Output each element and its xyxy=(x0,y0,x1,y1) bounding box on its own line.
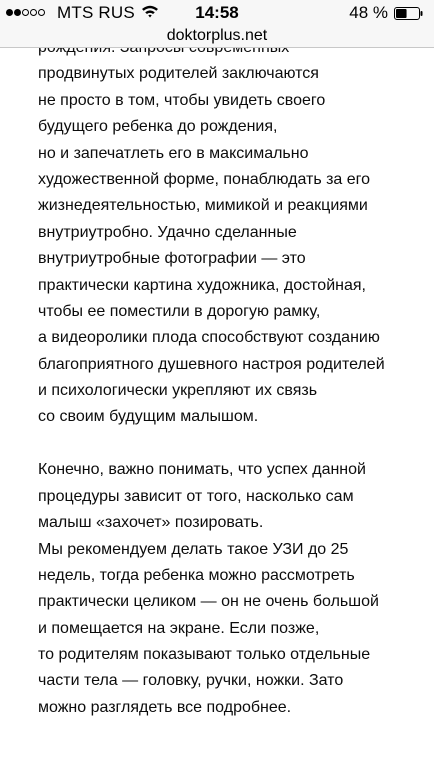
battery-icon xyxy=(394,7,423,20)
text-line: практически целиком — он не очень большой xyxy=(38,593,379,611)
clock: 14:58 xyxy=(195,3,239,22)
text-line: и помещается на экране. Если позже, xyxy=(38,619,320,637)
text-line: художественной форме, понаблюдать за его xyxy=(38,170,371,188)
text-line: жизнедеятельностью, мимикой и реакциями xyxy=(38,197,368,215)
text-line: внутриутробные фотографии — это xyxy=(38,250,306,268)
text-line: но и запечатлеть его в максимально xyxy=(38,144,309,162)
text-line: будущего ребенка до рождения, xyxy=(38,118,278,136)
battery-percentage: 48 % xyxy=(349,3,388,22)
text-line: внутриутробно. Удачно сделанные xyxy=(38,223,297,241)
article-paragraph xyxy=(38,457,428,721)
article-body xyxy=(38,48,428,721)
status-bar xyxy=(0,0,434,24)
text-line: части тела — головку, ручки, ножки. Зато xyxy=(38,672,344,690)
carrier-name: MTS RUS xyxy=(57,3,135,22)
paragraph-gap xyxy=(38,431,428,458)
address-bar[interactable] xyxy=(0,26,434,46)
text-line: а видеоролики плода способствуют созданию xyxy=(38,329,380,347)
text-line: то родителям показывают только отдельные xyxy=(38,646,371,664)
text-line: можно разглядеть все подробнее. xyxy=(38,698,292,716)
text-line: не просто в том, чтобы увидеть своего xyxy=(38,91,326,109)
text-line: Мы рекомендуем делать такое УЗИ до 25 xyxy=(38,540,349,558)
text-line: практически картина художника, достойная, xyxy=(38,276,366,294)
text-line: процедуры зависит от того, насколько сам xyxy=(38,487,354,505)
text-line: со своим будущим малышом. xyxy=(38,408,259,426)
browser-header xyxy=(0,0,434,48)
text-line: и психологически укрепляют их связь xyxy=(38,382,318,400)
article-paragraph xyxy=(38,35,428,431)
text-line: благоприятного душевного настроя родителей xyxy=(38,355,385,373)
text-line: продвинутых родителей заключаются xyxy=(38,65,319,83)
battery-fill xyxy=(396,9,407,18)
text-line: чтобы ее поместили в дорогую рамку, xyxy=(38,302,321,320)
url-text: doktorplus.net xyxy=(166,27,268,44)
text-line: недель, тогда ребенка можно рассмотреть xyxy=(38,566,355,584)
text-line: Конечно, важно понимать, что успех данной xyxy=(38,461,366,479)
text-line: малыш «захочет» позировать. xyxy=(38,514,264,532)
